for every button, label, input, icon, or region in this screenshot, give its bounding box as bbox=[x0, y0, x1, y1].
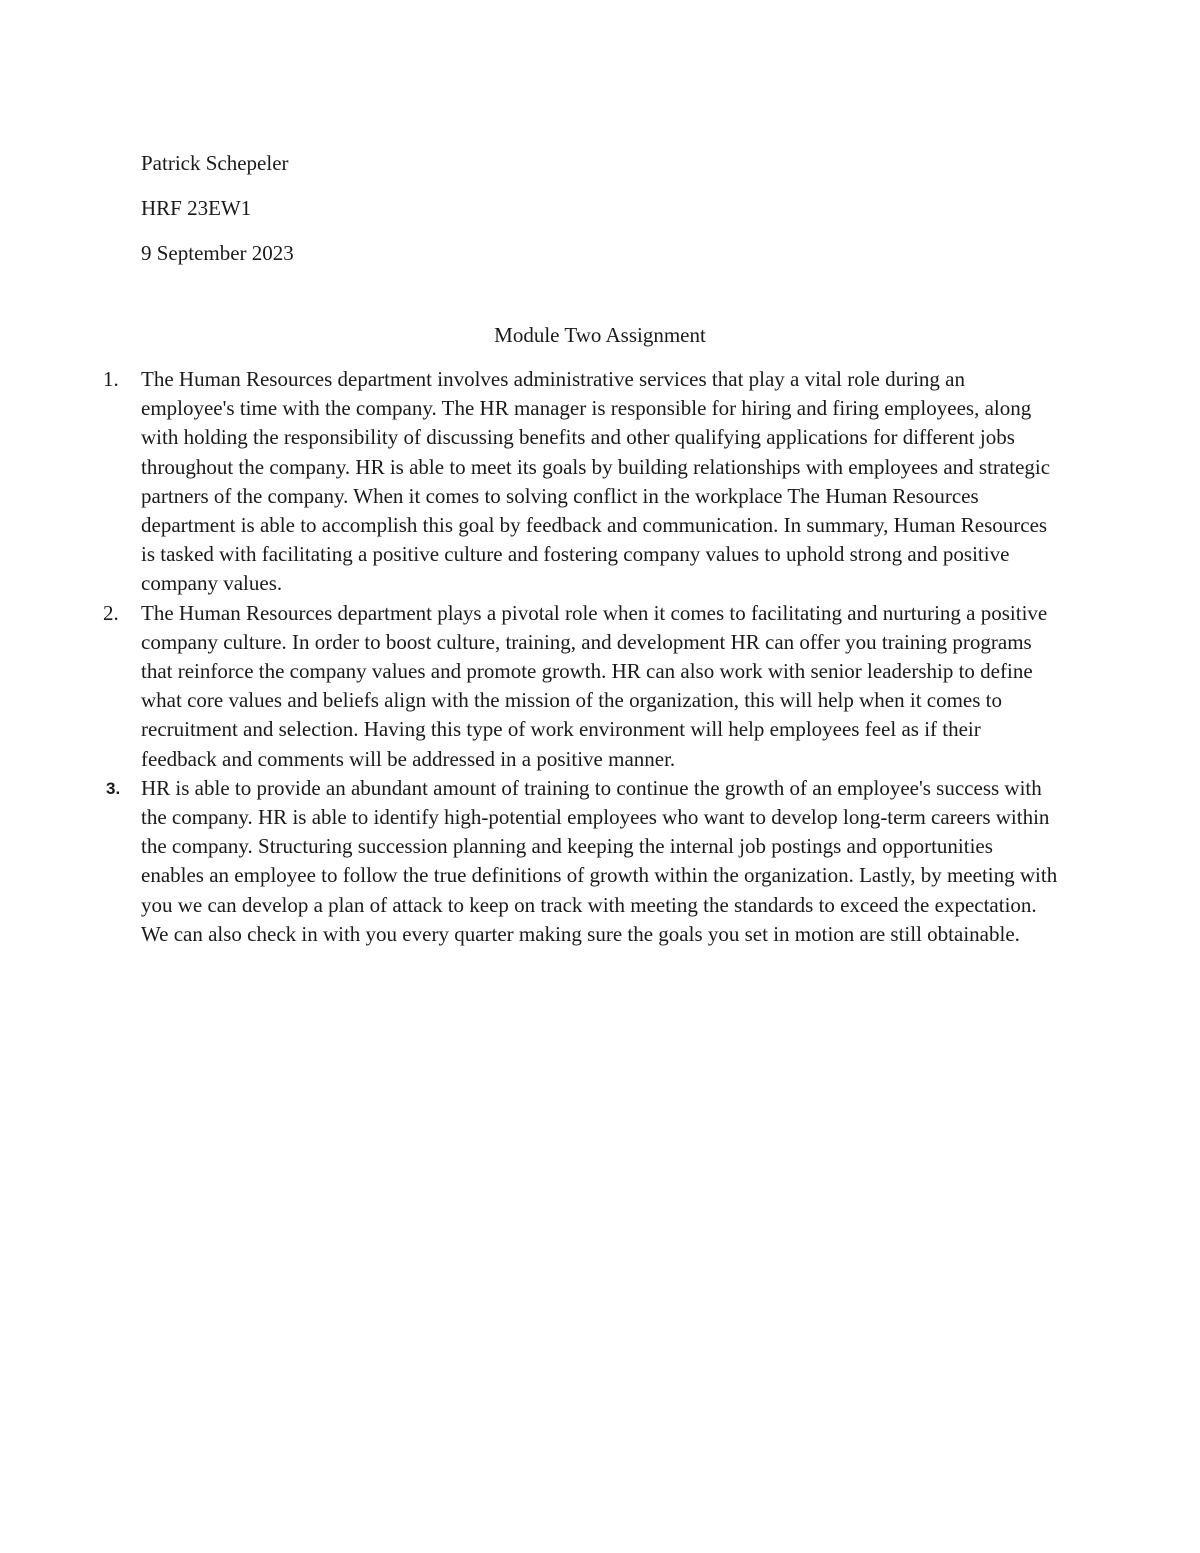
list-item-text: The Human Resources department plays a pivotal role when it comes to facilitating and nurturing a positive company culture. In order to boost culture, training, and development HR can offer you training programs that reinforce the company values and promote growth. HR can also work with senior leadership to define what core values and beliefs align with the mission of the organization, this will help when it comes to recruitment and selection. Having this type of work environment will help employees feel as if their feedback and comments will be addressed in a positive manner. bbox=[141, 600, 1048, 771]
list-item bbox=[106, 774, 1061, 949]
list-item-text: HR is able to provide an abundant amount of training to continue the growth of an employee's success with the company. HR is able to identify high-potential employees who want to develop long-term careers within the company. Structuring succession planning and keeping the internal job postings and opportunities enables an employee to follow the true definitions of growth within the organization. Lastly, by meeting with you we can develop a plan of attack to keep on track with meeting the standards to exceed the expectation. We can also check in with you every quarter making sure the goals you set in motion are still obtainable. bbox=[141, 775, 1058, 946]
list-item-text: The Human Resources department involves administrative services that play a vital role during an employee's time with the company. The HR manager is responsible for hiring and firing employees, along with holding the responsibility of discussing benefits and other qualifying applications for different jobs throughout the company. HR is able to meet its goals by building relationships with employees and strategic partners of the company. When it comes to solving conflict in the workplace The Human Resources department is able to accomplish this goal by feedback and communication. In summary, Human Resources is tasked with facilitating a positive culture and fostering company values to uphold strong and positive company values. bbox=[141, 367, 1051, 596]
list-item-number: 2. bbox=[103, 600, 119, 625]
numbered-list bbox=[103, 365, 1061, 949]
author-name: Patrick Schepeler bbox=[141, 151, 289, 175]
list-item bbox=[103, 365, 1061, 599]
document-date: 9 September 2023 bbox=[141, 241, 294, 265]
list-item-number: 1. bbox=[103, 367, 119, 391]
page-title: Module Two Assignment bbox=[494, 323, 706, 347]
list-item-number: 3. bbox=[106, 778, 121, 798]
header-block bbox=[141, 141, 1061, 276]
list-item bbox=[103, 599, 1061, 774]
course-code: HRF 23EW1 bbox=[141, 196, 252, 220]
